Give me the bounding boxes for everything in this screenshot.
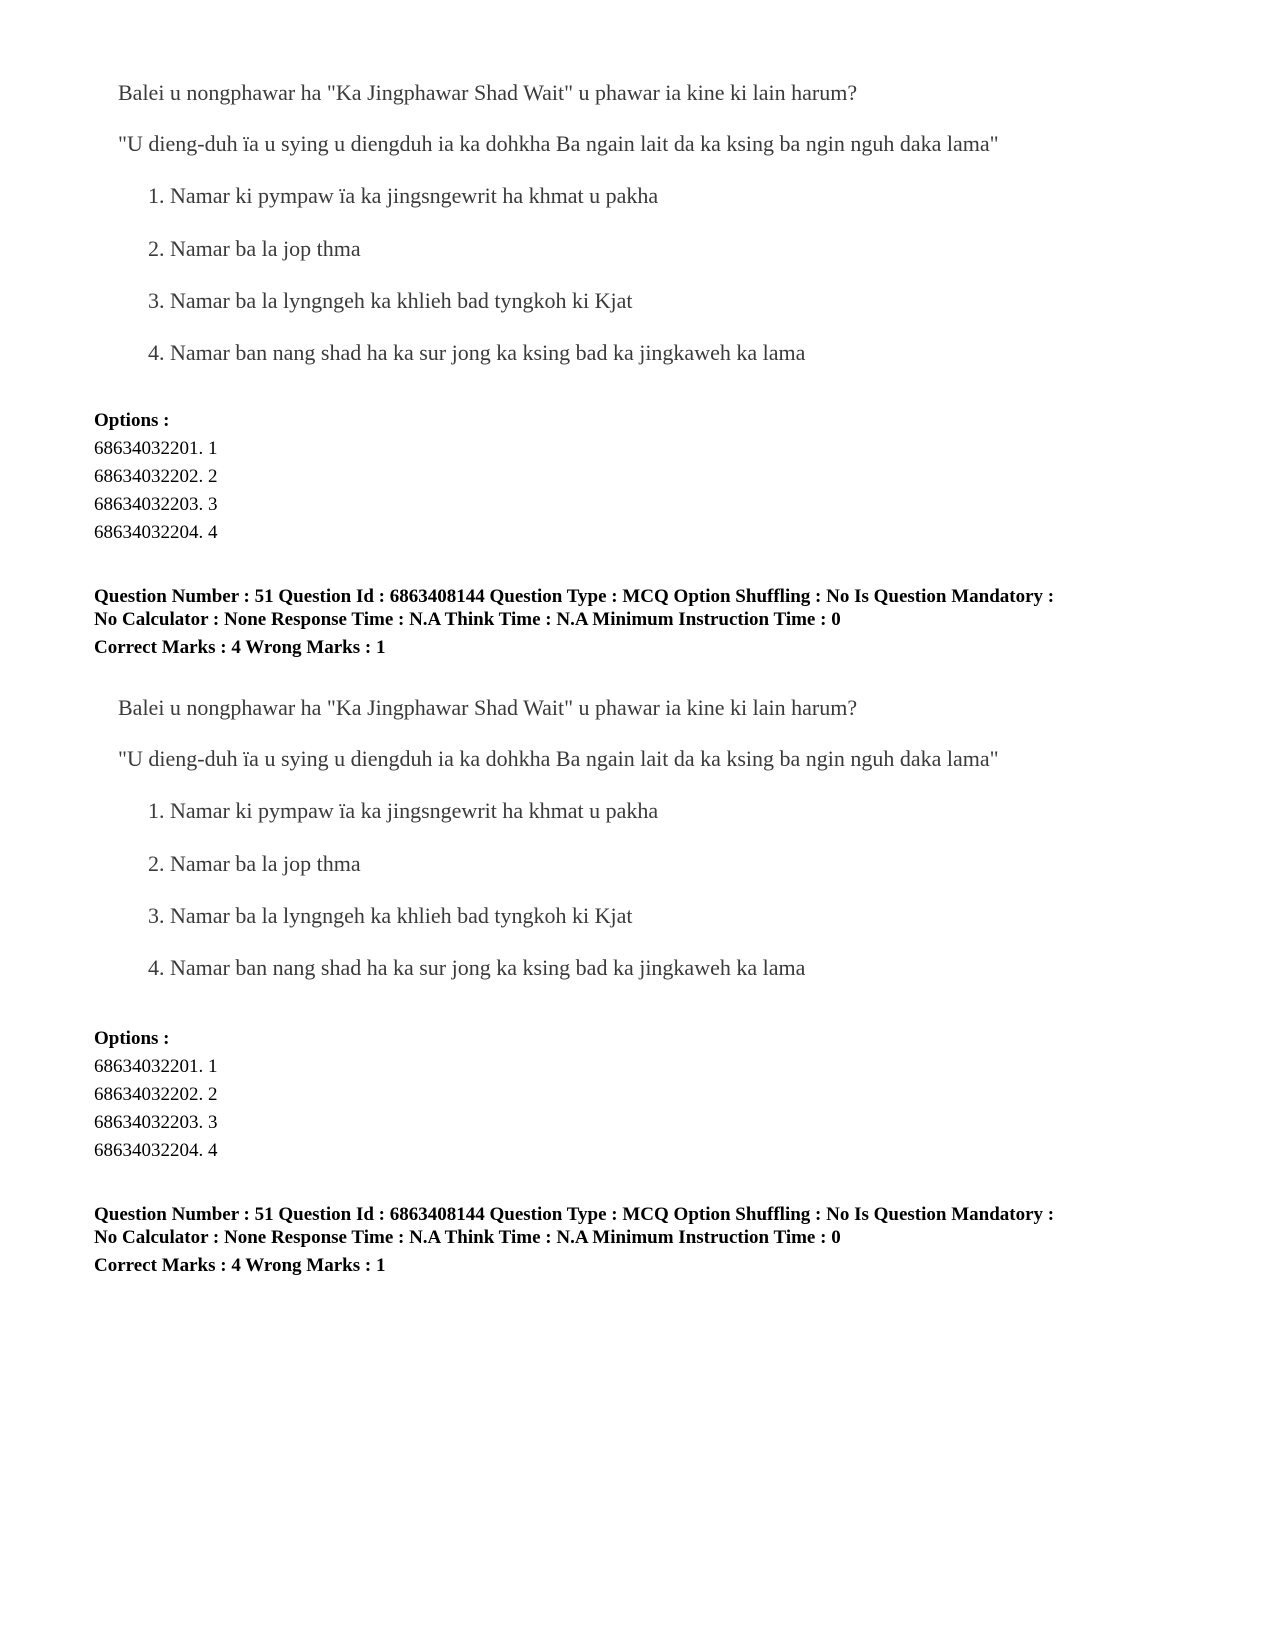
- options-title: Options :: [94, 1028, 170, 1049]
- question-choice: 3. Namar ba la lyngngeh ka khlieh bad tyngkoh ki Kjat: [148, 288, 633, 313]
- question-choice: 2. Namar ba la jop thma: [148, 236, 361, 261]
- question-meta-line: No Calculator : None Response Time : N.A Think Time : N.A Minimum Instruction Time : 0: [94, 609, 841, 630]
- question-meta-line: Question Number : 51 Question Id : 6863408144 Question Type : MCQ Option Shuffling : No Is Question Mandatory :: [94, 586, 1055, 607]
- option-item: 68634032202. 2: [94, 466, 218, 487]
- option-item: 68634032203. 3: [94, 1112, 218, 1133]
- question-stem: Balei u nongphawar ha "Ka Jingphawar Shad Wait" u phawar ia kine ki lain harum?: [118, 80, 858, 105]
- question-choice: 3. Namar ba la lyngngeh ka khlieh bad tyngkoh ki Kjat: [148, 903, 633, 928]
- marks-line: Correct Marks : 4 Wrong Marks : 1: [94, 1255, 386, 1276]
- option-item: 68634032201. 1: [94, 438, 218, 459]
- question-stem: Balei u nongphawar ha "Ka Jingphawar Shad Wait" u phawar ia kine ki lain harum?: [118, 695, 858, 720]
- option-item: 68634032202. 2: [94, 1084, 218, 1105]
- question-meta-line: Question Number : 51 Question Id : 6863408144 Question Type : MCQ Option Shuffling : No Is Question Mandatory :: [94, 1204, 1055, 1225]
- question-choice: 1. Namar ki pympaw ïa ka jingsngewrit ha khmat u pakha: [148, 183, 659, 208]
- question-choice: 4. Namar ban nang shad ha ka sur jong ka ksing bad ka jingkaweh ka lama: [148, 340, 806, 365]
- option-item: 68634032204. 4: [94, 522, 218, 543]
- question-meta-line: No Calculator : None Response Time : N.A Think Time : N.A Minimum Instruction Time : 0: [94, 1227, 841, 1248]
- question-quote: "U dieng-duh ïa u sying u diengduh ia ka dohkha Ba ngain lait da ka ksing ba ngin nguh daka lama": [118, 746, 999, 771]
- marks-line: Correct Marks : 4 Wrong Marks : 1: [94, 637, 386, 658]
- options-title: Options :: [94, 410, 170, 431]
- question-choice: 2. Namar ba la jop thma: [148, 851, 361, 876]
- question-choice: 1. Namar ki pympaw ïa ka jingsngewrit ha khmat u pakha: [148, 798, 659, 823]
- option-item: 68634032201. 1: [94, 1056, 218, 1077]
- question-choice: 4. Namar ban nang shad ha ka sur jong ka ksing bad ka jingkaweh ka lama: [148, 955, 806, 980]
- option-item: 68634032204. 4: [94, 1140, 218, 1161]
- question-quote: "U dieng-duh ïa u sying u diengduh ia ka dohkha Ba ngain lait da ka ksing ba ngin nguh daka lama": [118, 131, 999, 156]
- option-item: 68634032203. 3: [94, 494, 218, 515]
